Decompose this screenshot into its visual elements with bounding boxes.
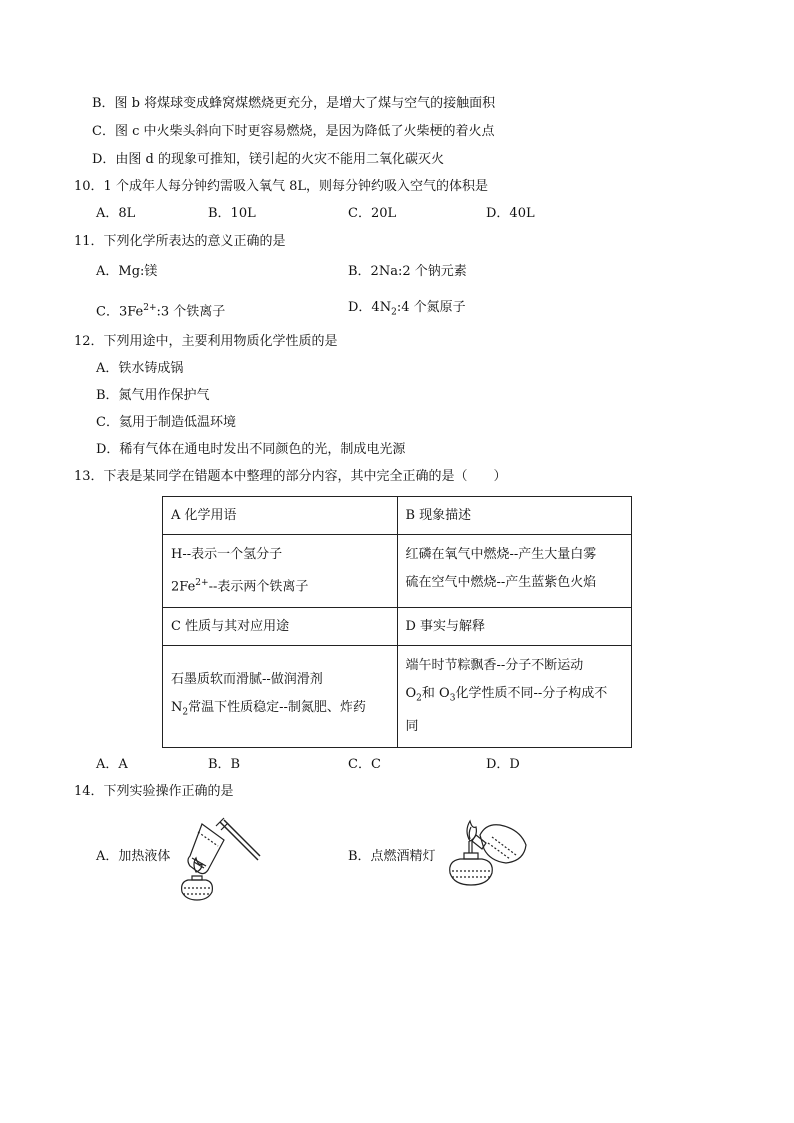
q10-option-d: D．40L bbox=[486, 206, 535, 221]
q11-option-c bbox=[96, 299, 225, 321]
lighting-lamp-illustration bbox=[440, 815, 530, 895]
question-11: 11．下列化学所表达的意义正确的是 bbox=[74, 234, 286, 249]
table-a2-pre: 2Fe bbox=[171, 579, 196, 595]
line-q9-b: B．图 b 将煤球变成蜂窝煤燃烧更充分，是增大了煤与空气的接触面积 bbox=[92, 96, 496, 111]
table-b-head: B 现象描述 bbox=[397, 497, 632, 535]
table-c-line-2 bbox=[171, 694, 389, 727]
question-13: 13．下表是某同学在错题本中整理的部分内容，其中完全正确的是（ ） bbox=[74, 469, 507, 484]
q14-option-b: B．点燃酒精灯 bbox=[348, 849, 436, 864]
q11-d-sub: 2 bbox=[391, 307, 397, 318]
table-c2-post: 常温下性质稳定--制氮肥、炸药 bbox=[188, 700, 366, 716]
table-d2-c: 化学性质不同--分子构成不 bbox=[455, 686, 608, 702]
table-b-line-2: 硫在空气中燃烧--产生蓝紫色火焰 bbox=[405, 575, 597, 590]
table-d-line-2 bbox=[406, 680, 624, 713]
q11-option-a: A．Mg:镁 bbox=[96, 264, 158, 279]
table-c2-sub: 2 bbox=[182, 707, 189, 718]
question-12: 12．下列用途中，主要利用物质化学性质的是 bbox=[74, 334, 338, 349]
q14-option-a: A．加热液体 bbox=[96, 849, 171, 864]
table-a-cell bbox=[163, 535, 398, 608]
table-d-line-1: 端午时节粽飘香--分子不断运动 bbox=[405, 658, 584, 674]
table-a-line-1: H--表示一个氢分子 bbox=[171, 547, 283, 562]
table-d2-a: O bbox=[405, 686, 417, 702]
table-c-head: C 性质与其对应用途 bbox=[163, 608, 398, 646]
q12-option-d: D．稀有气体在通电时发出不同颜色的光，制成电光源 bbox=[96, 442, 406, 457]
table-c2-pre: N bbox=[171, 700, 183, 716]
table-d2-sub1: 2 bbox=[416, 693, 422, 704]
line-q9-c: C．图 c 中火柴头斜向下时更容易燃烧，是因为降低了火柴梗的着火点 bbox=[92, 124, 495, 139]
table-b-line-1: 红磷在氧气中燃烧--产生大量白雾 bbox=[405, 547, 597, 562]
q13-option-c: C．C bbox=[348, 757, 381, 772]
q13-option-d: D．D bbox=[486, 757, 520, 772]
table-d-cell bbox=[397, 646, 632, 748]
q10-option-c: C．20L bbox=[348, 206, 397, 221]
table-c-cell bbox=[163, 646, 398, 748]
q11-d-post: :4 个氮原子 bbox=[396, 300, 466, 315]
heating-liquid-illustration bbox=[176, 812, 262, 904]
line-q9-d: D．由图 d 的现象可推知，镁引起的火灾不能用二氧化碳灭火 bbox=[92, 152, 445, 167]
q12-option-a: A．铁水铸成锅 bbox=[96, 361, 184, 376]
q11-c-post: :3 个铁离子 bbox=[156, 304, 226, 320]
table-d-head: D 事实与解释 bbox=[397, 608, 632, 646]
question-14: 14．下列实验操作正确的是 bbox=[74, 784, 234, 799]
q11-d-pre: D．4N bbox=[348, 300, 392, 315]
q13-option-a: A．A bbox=[96, 757, 128, 772]
q11-c-sup: 2+ bbox=[143, 303, 157, 313]
table-a-head: A 化学用语 bbox=[163, 497, 398, 535]
q12-option-c: C．氦用于制造低温环境 bbox=[96, 415, 236, 430]
table-a2-post: --表示两个铁离子 bbox=[208, 579, 309, 595]
error-notebook-table bbox=[162, 496, 632, 748]
question-10: 10．1 个成年人每分钟约需吸入氧气 8L，则每分钟约吸入空气的体积是 bbox=[74, 179, 488, 194]
table-d2-sub2: 3 bbox=[449, 693, 456, 704]
table-b-cell bbox=[397, 535, 632, 608]
q11-c-pre: C．3Fe bbox=[96, 304, 144, 320]
table-d-line-3: 同 bbox=[405, 718, 419, 734]
table-d2-b: 和 O bbox=[421, 686, 450, 702]
q10-option-a: A．8L bbox=[96, 206, 136, 221]
q11-option-b: B．2Na:2 个钠元素 bbox=[348, 264, 467, 279]
q10-option-b: B．10L bbox=[208, 206, 256, 221]
table-c-line-1: 石墨质软而滑腻--做润滑剂 bbox=[171, 672, 323, 688]
q11-option-d bbox=[348, 299, 466, 322]
q13-option-b: B．B bbox=[208, 757, 241, 772]
table-a2-sup: 2+ bbox=[195, 578, 209, 588]
table-a-line-2 bbox=[171, 569, 389, 601]
q12-option-b: B．氮气用作保护气 bbox=[96, 388, 210, 403]
